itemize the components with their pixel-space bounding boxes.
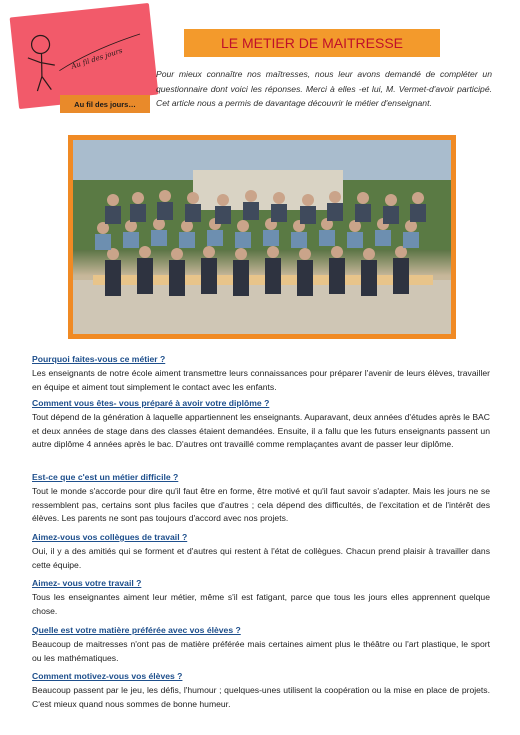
logo [10,3,159,109]
section-tag: Au fil des jours… [60,95,150,113]
answer-text: Beaucoup passent par le jeu, les défis, l'humour ; quelques-unes utilisent la coopération ou la mise en place de projets. C'est mieux quand nous sommes de bonne humeur. [32,685,490,709]
question-heading: Aimez- vous votre travail ? [32,578,142,588]
answer-text: Tout le monde s'accorde pour dire qu'il faut être en forme, être motivé et qu'il faut savoir s'adapter. Mais les jours ne se ressemblent pas, certains sont plus faciles que d'autres ; cela dépend des difficultés, de l'excitation et de l'intérêt des élèves. Les parents ne sont pas toujours d'accord avec nos projets. [32,486,490,523]
answer-text: Tout dépend de la génération à laquelle appartiennent les enseignants. Auparavant, deux années d'études après le BAC et deux années de stage dans des classes étaient demandées. Ensuite, il a fallu que les futurs enseignants passent un autre diplôme 4 années après le bac. D'autres ont travaillé comme remplaçantes avant de passer leur diplôme. [32,412,490,449]
question-heading: Aimez-vous vos collègues de travail ? [32,532,188,542]
page-title: LE METIER DE MAITRESSE [184,29,440,57]
qa-block-2 [32,397,490,452]
question-heading: Comment vous êtes- vous préparé à avoir votre diplôme ? [32,398,270,408]
qa-block-7 [32,670,490,711]
qa-block-1 [32,353,490,394]
qa-block-4 [32,531,490,572]
answer-text: Beaucoup de maitresses n'ont pas de matière préférée mais certaines aiment plus le théâtre ou l'art plastique, le sport ou les mathématiques. [32,639,490,663]
qa-block-5 [32,577,490,618]
answer-text: Oui, il y a des amitiés qui se forment et d'autres qui restent à l'état de collègues. Chacun prend plaisir à travailler dans cette équipe. [32,546,490,570]
question-heading: Est-ce que c'est un métier difficile ? [32,472,179,482]
answer-text: Les enseignants de notre école aiment transmettre leurs connaissances pour préparer l'avenir de leurs élèves, travailler en équipe et aiment tout simplement le contact avec les enfants. [32,368,490,392]
group-photo [73,140,451,334]
logo-text: Au fil des jours [70,46,124,71]
question-heading: Pourquoi faites-vous ce métier ? [32,354,166,364]
question-heading: Quelle est votre matière préférée avec vos élèves ? [32,625,241,635]
answer-text: Tous les enseignantes aiment leur métier, même s'il est fatigant, parce que tous les jours elles apprennent quelque chose. [32,592,490,616]
photo-frame [68,135,456,339]
qa-block-6 [32,624,490,665]
child-drawing-icon [10,3,159,109]
group-photo-illustration [73,140,451,334]
qa-block-3 [32,471,490,526]
question-heading: Comment motivez-vous vos élèves ? [32,671,183,681]
intro-paragraph: Pour mieux connaître nos maîtresses, nous leur avons demandé de compléter un questionnaire dont voici les réponses. Merci à elles -et lui, M. Vermet-d'avoir participé. Cet article nous a permis de davantage découvrir le métier d'enseignant. [156,69,492,108]
